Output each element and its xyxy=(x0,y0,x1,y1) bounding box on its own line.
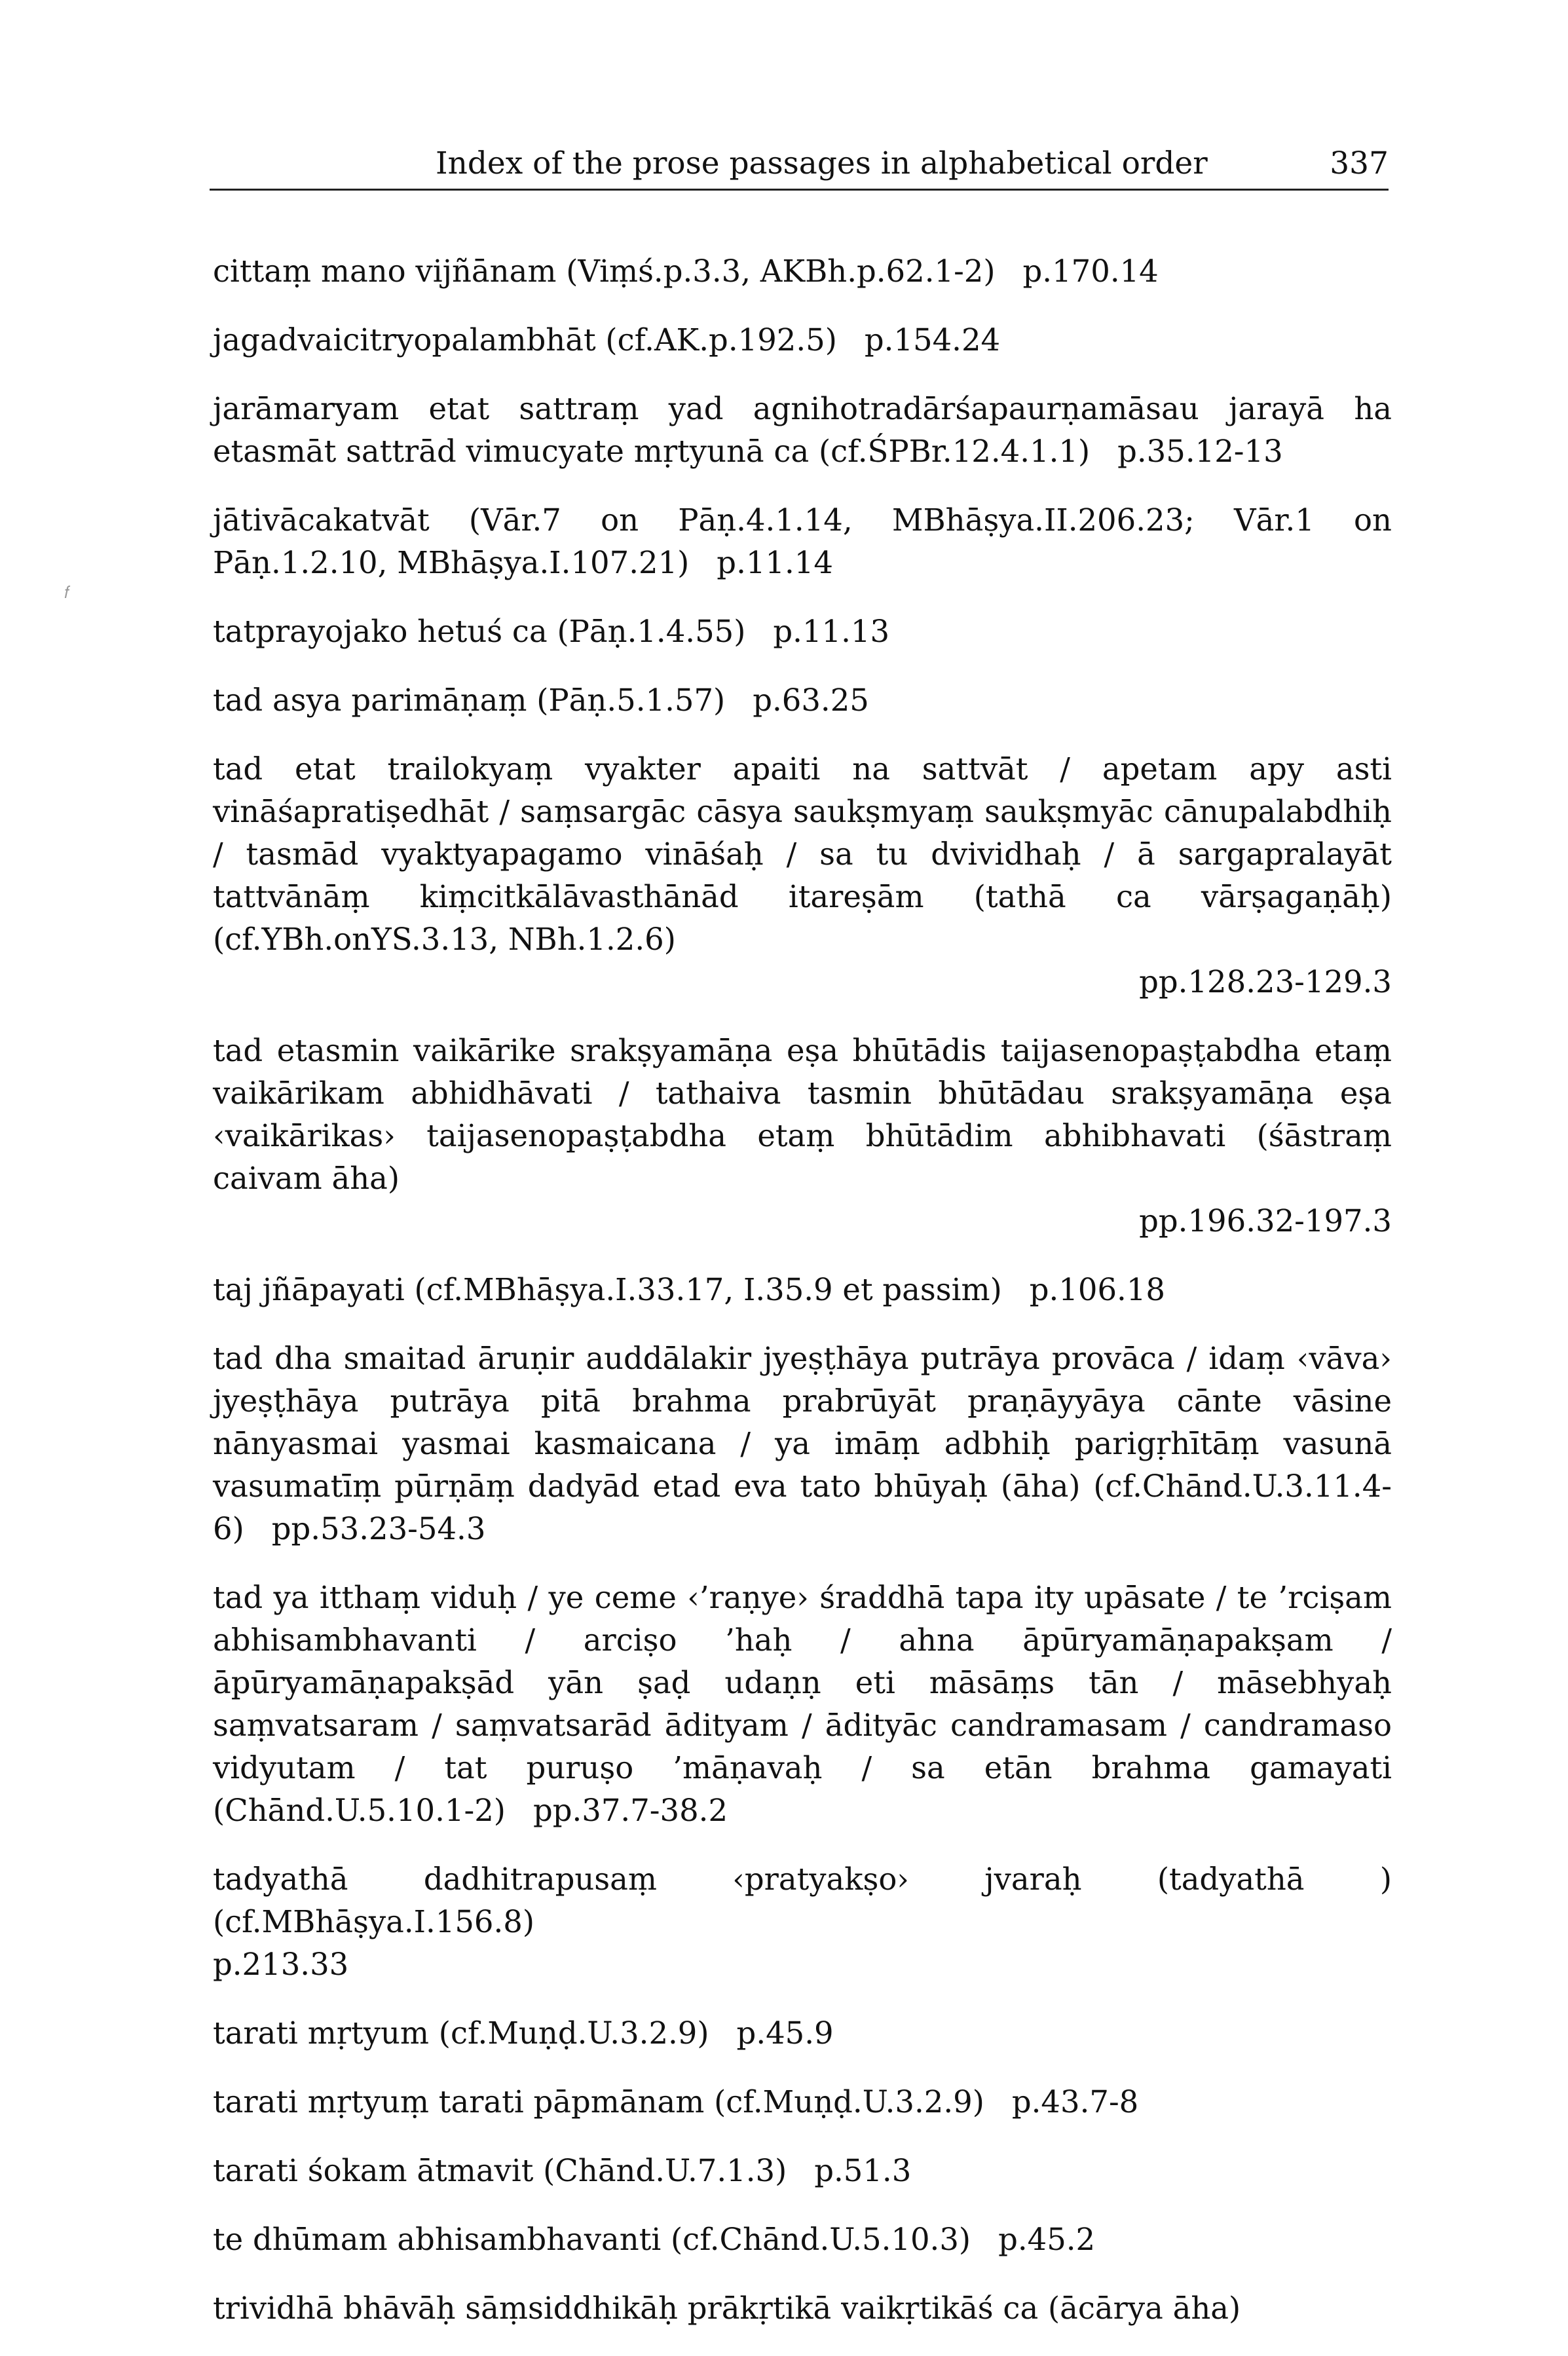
margin-mark: 𝑓 xyxy=(64,583,70,603)
passage-text: taj jñāpayati (cf.MBhāṣya.I.33.17, I.35.9 et passim) xyxy=(213,1272,1002,1307)
passage-text: te dhūmam abhisambhavanti (cf.Chānd.U.5.10.3) xyxy=(213,2222,971,2257)
index-entry xyxy=(213,1269,1392,1311)
index-entry xyxy=(213,1858,1392,1986)
index-entry xyxy=(213,2287,1392,2330)
passage-text: tad etasmin vaikārike srakṣyamāṇa eṣa bhūtādis taijasenopaṣṭabdha etaṃ vaikārikam abhidhāvati / tathaiva tasmin bhūtādau srakṣyamāṇa eṣa ‹vaikārikas› taijasenopaṣṭabdha etaṃ bhūtādim abhibhavati (śāstraṃ caivam āha) xyxy=(213,1033,1392,1196)
page-reference: p.11.14 xyxy=(717,545,833,580)
passage-text: trividhā bhāvāḥ sāṃsiddhikāḥ prākṛtikā vaikṛtikāś ca (ācārya āha) xyxy=(213,2291,1241,2326)
passage-text: tad dha smaitad āruṇir auddālakir jyeṣṭhāya putrāya provāca / idaṃ ‹vāva› jyeṣṭhāya putrāya pitā brahma prabrūyāt praṇāyyāya cānte vāsine nānyasmai yasmai kasmaicana / ya imāṃ adbhiḥ parigṛhītāṃ vasunā vasumatīṃ pūrṇāṃ dadyād etad eva tato bhūyaḥ (āha) (cf.Chānd.U.3.11.4-6) xyxy=(213,1341,1392,1546)
running-title: Index of the prose passages in alphabetical order xyxy=(436,145,1208,181)
passage-text: jātivācakatvāt (Vār.7 on Pāṇ.4.1.14, MBhāṣya.II.206.23; Vār.1 on Pāṇ.1.2.10, MBhāṣya.I.107.21) xyxy=(213,502,1392,580)
index-entry xyxy=(213,1030,1392,1243)
passage-text: jagadvaicitryopalambhāt (cf.AK.p.192.5) xyxy=(213,322,837,358)
passage-text: tarati śokam ātmavit (Chānd.U.7.1.3) xyxy=(213,2153,787,2188)
passage-text: tad ya itthaṃ viduḥ / ye ceme ‹’raṇye› śraddhā tapa ity upāsate / te ’rciṣam abhisambhavanti / arciṣo ’haḥ / ahna āpūryamāṇapakṣam / āpūryamāṇapakṣād yān ṣaḍ udaṇṇ eti māsāṃs tān / māsebhyaḥ saṃvatsaram / saṃvatsarād ādityam / ādityāc candramasam / candramaso vidyutam / tat puruṣo ’māṇavaḥ / sa etān brahma gamayati (Chānd.U.5.10.1-2) xyxy=(213,1580,1392,1828)
running-header xyxy=(210,139,1389,191)
index-entry xyxy=(213,610,1392,653)
page-reference: p.43.7-8 xyxy=(1011,2084,1139,2120)
page-reference: pp.53.23-54.3 xyxy=(271,1511,486,1546)
page-reference: p.45.2 xyxy=(998,2222,1096,2257)
index-entry xyxy=(213,388,1392,473)
page-number: 337 xyxy=(1330,145,1389,181)
index-entry xyxy=(213,748,1392,1003)
page-reference: p.213.33 xyxy=(213,1947,349,1982)
passage-text: tadyathā dadhitrapusaṃ ‹pratyakṣo› jvaraḥ (tadyathā ) (cf.MBhāṣya.I.156.8) xyxy=(213,1861,1392,1939)
passage-text: tatprayojako hetuś ca (Pāṇ.1.4.55) xyxy=(213,614,746,649)
page-reference: pp.196.32-197.3 xyxy=(1139,1203,1392,1239)
index-entry xyxy=(213,1337,1392,1550)
page-reference: p.63.25 xyxy=(753,682,869,718)
page-reference: p.106.18 xyxy=(1029,1272,1165,1307)
passage-text: tarati mṛtyuṃ tarati pāpmānam (cf.Muṇḍ.U.3.2.9) xyxy=(213,2084,984,2120)
index-entry xyxy=(213,2150,1392,2192)
page-reference: pp.128.23-129.3 xyxy=(1139,964,1392,1000)
page-reference: pp.37.7-38.2 xyxy=(532,1793,728,1828)
index-entry xyxy=(213,499,1392,584)
index-entry xyxy=(213,1577,1392,1832)
index-entries xyxy=(213,250,1392,2356)
index-entry xyxy=(213,2218,1392,2261)
index-entry xyxy=(213,319,1392,362)
passage-text: tarati mṛtyum (cf.Muṇḍ.U.3.2.9) xyxy=(213,2015,709,2051)
page-reference: p.154.24 xyxy=(864,322,1001,358)
page-reference: p.170.14 xyxy=(1022,253,1159,289)
index-entry xyxy=(213,679,1392,722)
index-entry xyxy=(213,2012,1392,2055)
passage-text: jarāmaryam etat sattraṃ yad agnihotradārśapaurṇamāsau jarayā ha etasmāt sattrād vimucyate mṛtyunā ca (cf.ŚPBr.12.4.1.1) xyxy=(213,391,1392,469)
page-reference: p.35.12-13 xyxy=(1117,434,1283,469)
page-reference: p.51.3 xyxy=(814,2153,912,2188)
index-entry xyxy=(213,250,1392,293)
index-entry xyxy=(213,2081,1392,2123)
passage-text: cittaṃ mano vijñānam (Viṃś.p.3.3, AKBh.p.62.1-2) xyxy=(213,253,996,289)
passage-text: tad etat trailokyaṃ vyakter apaiti na sattvāt / apetam apy asti vināśapratiṣedhāt / saṃsargāc cāsya saukṣmyaṃ saukṣmyāc cānupalabdhiḥ / tasmād vyaktyapagamo vināśaḥ / sa tu dvividhaḥ / ā sargapralayāt tattvānāṃ kiṃcitkālāvasthānād itareṣām (tathā ca vārṣagaṇāḥ) (cf.YBh.onYS.3.13, NBh.1.2.6) xyxy=(213,751,1392,957)
passage-text: tad asya parimāṇaṃ (Pāṇ.5.1.57) xyxy=(213,682,726,718)
page-reference: p.11.13 xyxy=(773,614,890,649)
page-reference: p.45.9 xyxy=(736,2015,834,2051)
